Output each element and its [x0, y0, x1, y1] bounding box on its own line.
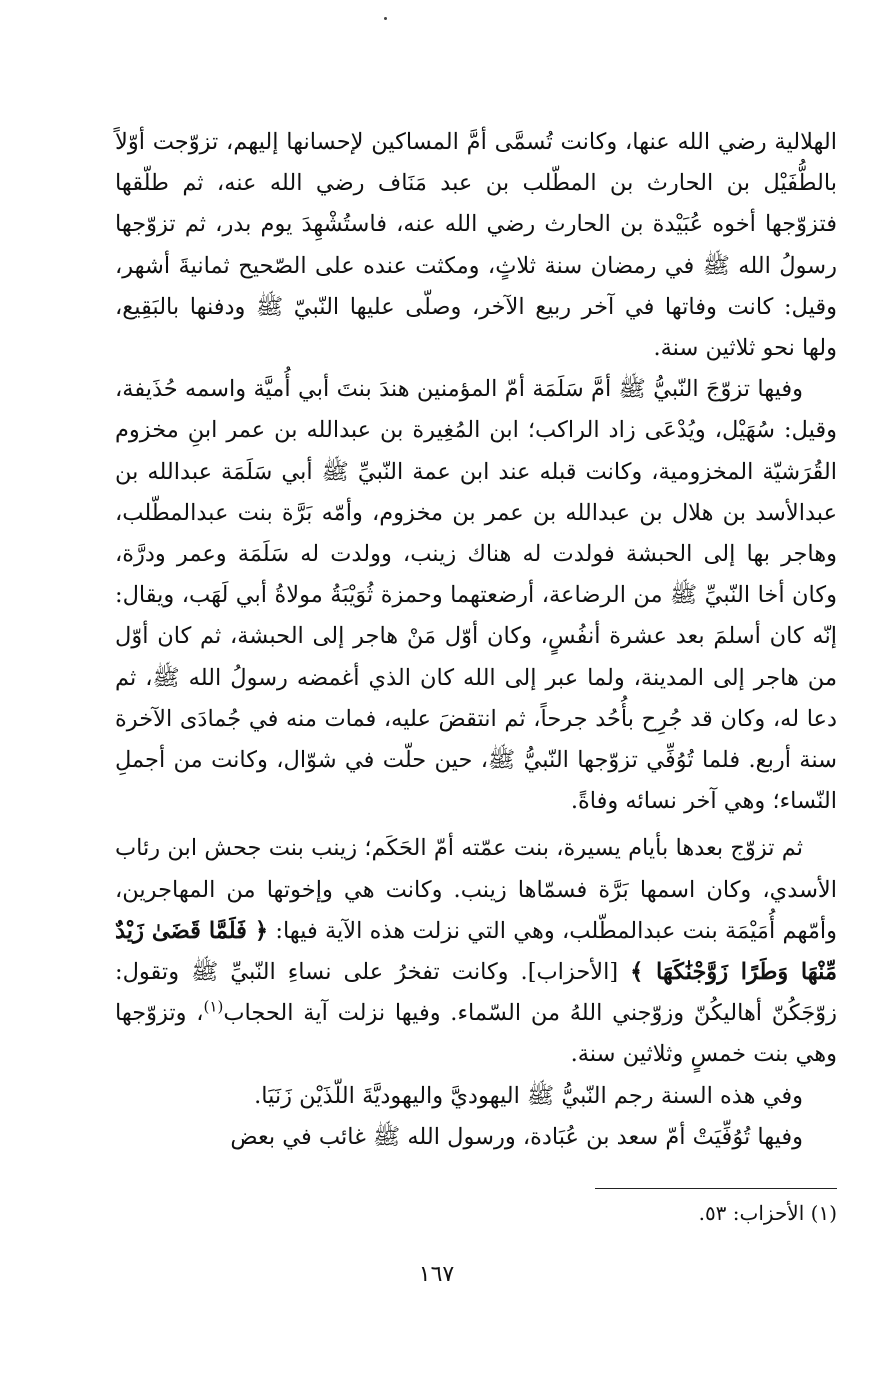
zaynab-text-part1: ثم تزوّج بعدها بأيام يسيرة، بنت عمّته أمّ الحَكَم؛ زينب بنت جحش ابن رئاب الأسدي، وكان اسمها بَرَّة فسمّاها زينب. وكانت هي وإخوتها من المهاجرين، وأمّهم أُمَيْمَة بنت عبدالمطّلب، وهي التي نزلت هذه الآية فيها: [115, 835, 838, 944]
top-dot-mark [384, 17, 387, 20]
paragraph-umm-salama: وفيها تزوّجَ النّبيُّ ﷺ أمَّ سَلَمَة أمّ المؤمنين هندَ بنتَ أبي أُميَّة واسمه حُذَيفة، وقيل: سُهَيْل، ويُدْعَى زاد الراكب؛ ابن المُغِيرة بن عبدالله بن عمر ابنِ مخزوم القُرَشيّة المخزومية، وكانت قبله عند ابن عمة النّبيِّ ﷺ أبي سَلَمَة عبدالله بن عبدالأسد بن هلال بن عبدالله بن عمر بن مخزوم، وأمّه بَرَّة بنت عبدالمطّلب، وهاجر بها إلى الحبشة فولدت له هناك زينب، وولدت له سَلَمَة وعمر ودرَّة، وكان أخا النّبيِّ ﷺ من الرضاعة، أرضعتهما وحمزة ثُوَيْبَةُ مولاةُ أبي لَهَب، ويقال: إنّه كان أسلمَ بعد عشرة أنفُسٍ، وكان أوّل مَنْ هاجر إلى الحبشة، ثم كان أوّل من هاجر إلى المدينة، ولما عبر إلى الله كان الذي أغمضه رسولُ الله ﷺ، ثم دعا له، وكان قد جُرِح بأُحُد جرحاً، ثم انتقضَ عليه، فمات منه في جُمادَى الآخرة سنة أربع. فلما تُوُفِّي تزوّجها النّبيُّ ﷺ، حين حلّت في شوّال، وكانت من أجملِ النّساء؛ وهي آخر نسائه وفاةً. [115, 376, 837, 815]
quran-verse: ﴿ فَلَمَّا قَضَىٰ زَيْدٌ مِّنْهَا وَطَرًا زَوَّجْنَٰكَهَا ﴾ [115, 917, 838, 986]
paragraph-maymuna: الهلالية رضي الله عنها، وكانت تُسمَّى أمَّ المساكين لإحسانها إليهم، تزوّجت أوّلاً بالطُّفَيْل بن الحارث بن المطّلب بن عبد مَنَاف رضي الله عنه، ثم طلّقها فتزوّجها أخوه عُبَيْدة بن الحارث رضي الله عنه، فاستُشْهِدَ يوم بدر، ثم تزوّجها رسولُ الله ﷺ في رمضان سنة ثلاثٍ، ومكثت عنده على الصّحيح ثمانيةَ أشهر، وقيل: كانت وفاتها في آخر ربيع الآخر، وصلّى عليها النّبيّ ﷺ ودفنها بالبَقِيع، ولها نحو ثلاثين سنة. [115, 129, 837, 362]
paragraph-zaynab [115, 828, 837, 1075]
zaynab-text-part2: [الأحزاب]. وكانت تفخرُ على نساءِ النّبيِّ ﷺ وتقول: زوّجَكُنّ أهاليكُنّ وزوّجني اللهُ من السّماء. وفيها نزلت آية الحجاب [115, 959, 837, 1027]
paragraph-stoning: وفي هذه السنة رجم النّبيُّ ﷺ اليهوديَّ واليهوديَّةَ اللّذَيْن زَنَيَا. [254, 1082, 803, 1109]
footnote-separator [595, 1188, 837, 1189]
footnote-reference: (١) [203, 997, 224, 1016]
footnote: (١) الأحزاب: ٥٣. [698, 1201, 837, 1225]
zaynab-text-part3: ، وتزوّجها وهي بنت خمسٍ وثلاثين سنة. [115, 1000, 837, 1068]
main-text [115, 122, 837, 1158]
page-number: ١٦٧ [418, 1262, 455, 1287]
paragraph-umm-saad: وفيها تُوُفِّيَتْ أمّ سعد بن عُبَادة، ورسول الله ﷺ غائب في بعض [230, 1123, 803, 1150]
